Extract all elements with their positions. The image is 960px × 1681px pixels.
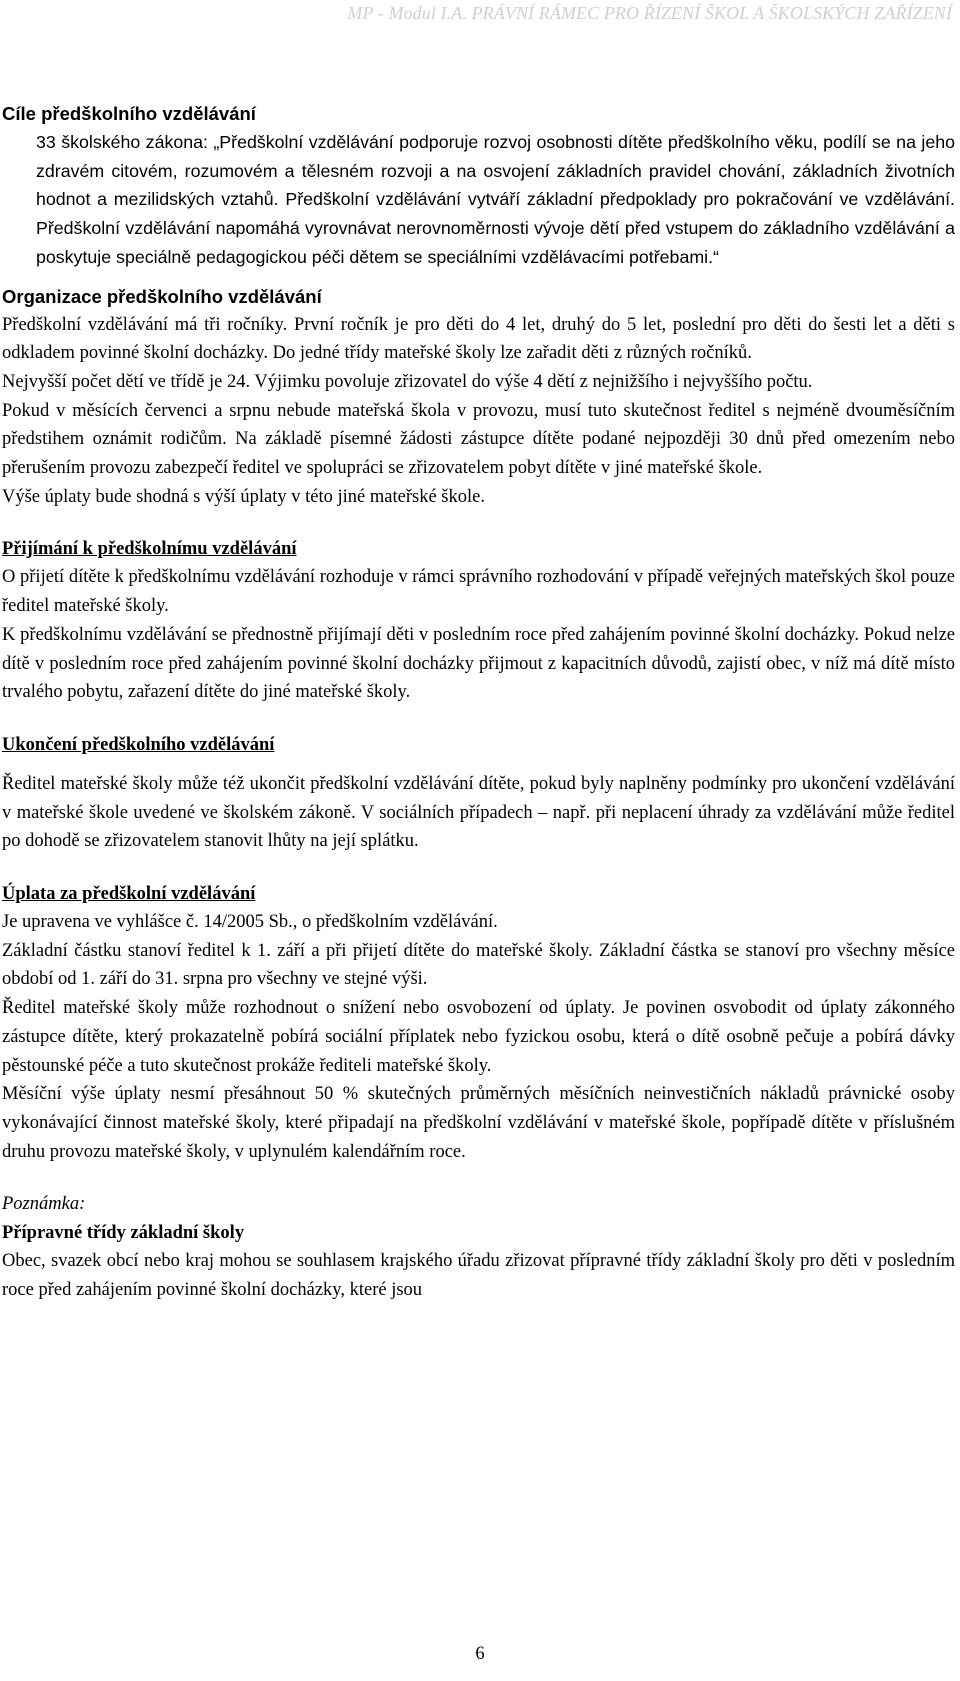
page-number: 6: [475, 1644, 485, 1664]
section-organizace-body: [2, 311, 955, 512]
section-poznamka: [2, 1190, 955, 1304]
section-cile: [2, 100, 955, 272]
paragraph: O přijetí dítěte k předškolnímu vzdělávání rozhoduje v rámci správního rozhodování v případě veřejných mateřských škol pouze ředitel mateřské školy.: [2, 567, 955, 617]
section-prijimani: [2, 535, 955, 707]
paragraph: Je upravena ve vyhlášce č. 14/2005 Sb., o předškolním vzdělávání.: [2, 912, 498, 933]
section-heading: Ukončení předškolního vzdělávání: [2, 734, 275, 755]
section-ukonceni: [2, 731, 955, 856]
running-header: MP - Modul I.A. PRÁVNÍ RÁMEC PRO ŘÍZENÍ ŠKOL A ŠKOLSKÝCH ZAŘÍZENÍ: [347, 3, 952, 23]
section-heading: Úplata za předškolní vzdělávání: [2, 884, 256, 905]
paragraph: Základní částku stanoví ředitel k 1. září a při přijetí dítěte do mateřské školy. Základní částka se stanoví pro všechny měsíce období od 1. září do 31. srpna pro všechny ve stejné výši.: [2, 940, 955, 990]
paragraph: 33 školského zákona: „Předškolní vzdělávání podporuje rozvoj osobnosti dítěte předškolního věku, podílí se na jeho zdravém citovém, rozumovém a tělesném rozvoji a na osvojení základních pravidel chování, základních životních hodnot a mezilidských vztahů. Předškolní vzdělávání vytváří základní předpoklady pro pokračování ve vzdělávání. Předškolní vzdělávání napomáhá vyrovnávat nerovnoměrnosti vývoje dětí před vstupem do základního vzdělávání a poskytuje speciálně pedagogickou péči dětem se speciálními vzdělávacími potřebami.“: [36, 132, 955, 267]
paragraph: Obec, svazek obcí nebo kraj mohou se souhlasem krajského úřadu zřizovat přípravné třídy základní školy pro děti v posledním roce před zahájením povinné školní docházky, které jsou: [2, 1251, 955, 1300]
paragraph: Ředitel mateřské školy může též ukončit předškolní vzdělávání dítěte, pokud byly naplněny podmínky pro ukončení vzdělávání v mateřské škole uvedené ve školském zákoně. V sociálních případech – např. při neplacení úhrady za vzdělávání může ředitel po dohodě se zřizovatelem stanovit lhůty na její splátku.: [2, 773, 955, 852]
section-uplata: [2, 880, 955, 1166]
section-heading: Přijímání k předškolnímu vzdělávání: [2, 539, 297, 560]
note-label: Poznámka:: [2, 1194, 86, 1215]
paragraph: K předškolnímu vzdělávání se přednostně přijímají děti v posledním roce před zahájením povinné školní docházky. Pokud nelze dítě v posledním roce před zahájením povinné školní docházky přijmout z kapacitních důvodů, zajistí obec, v níž má dítě místo trvalého pobytu, zařazení dítěte do jiné mateřské školy.: [2, 624, 955, 703]
paragraph: Ředitel mateřské školy může rozhodnout o snížení nebo osvobození od úplaty. Je povinen osvobodit od úplaty zákonného zástupce dítěte, který prokazatelně pobírá sociální příplatek nebo fyzickou osobu, která o dítě osobně pečuje a pobírá dávky pěstounské péče a tuto skutečnost prokáže řediteli mateřské školy.: [2, 998, 955, 1076]
document-body: [2, 100, 955, 1305]
paragraph: Pokud v měsících červenci a srpnu nebude mateřská škola v provozu, musí tuto skutečnost ředitel s nejméně dvouměsíčním předstihem oznámit rodičům. Na základě písemné žádosti zástupce dítěte podané nejpozději 30 dnů před omezením nebo přerušením provozu zabezpečí ředitel ve spolupráci se zřizovatelem pobyt dítěte v jiné mateřské škole.: [2, 400, 955, 479]
paragraph: Výše úplaty bude shodná s výší úplaty v této jiné mateřské škole.: [2, 486, 485, 507]
section-heading: Přípravné třídy základní školy: [2, 1223, 245, 1244]
section-heading: Organizace předškolního vzdělávání: [2, 285, 322, 307]
paragraph: Měsíční výše úplaty nesmí přesáhnout 50 % skutečných průměrných měsíčních neinvestičních nákladů právnické osoby vykonávající činnost mateřské školy, které připadají na předškolní vzdělávání v mateřské škole, popřípadě dítěte v příslušném druhu provozu mateřské školy, v uplynulém kalendářním roce.: [2, 1084, 955, 1162]
paragraph: Nejvyšší počet dětí ve třídě je 24. Výjimku povoluje zřizovatel do výše 4 dětí z nejnižšího i nejvyššího počtu.: [2, 371, 813, 392]
paragraph: Předškolní vzdělávání má tři ročníky. První ročník je pro děti do 4 let, druhý do 5 let, poslední pro děti do šesti let a děti s odkladem povinné školní docházky. Do jedné třídy mateřské školy lze zařadit děti z různých ročníků.: [2, 314, 955, 364]
section-heading: Cíle předškolního vzdělávání: [2, 103, 256, 124]
section-organizace: [2, 283, 955, 311]
